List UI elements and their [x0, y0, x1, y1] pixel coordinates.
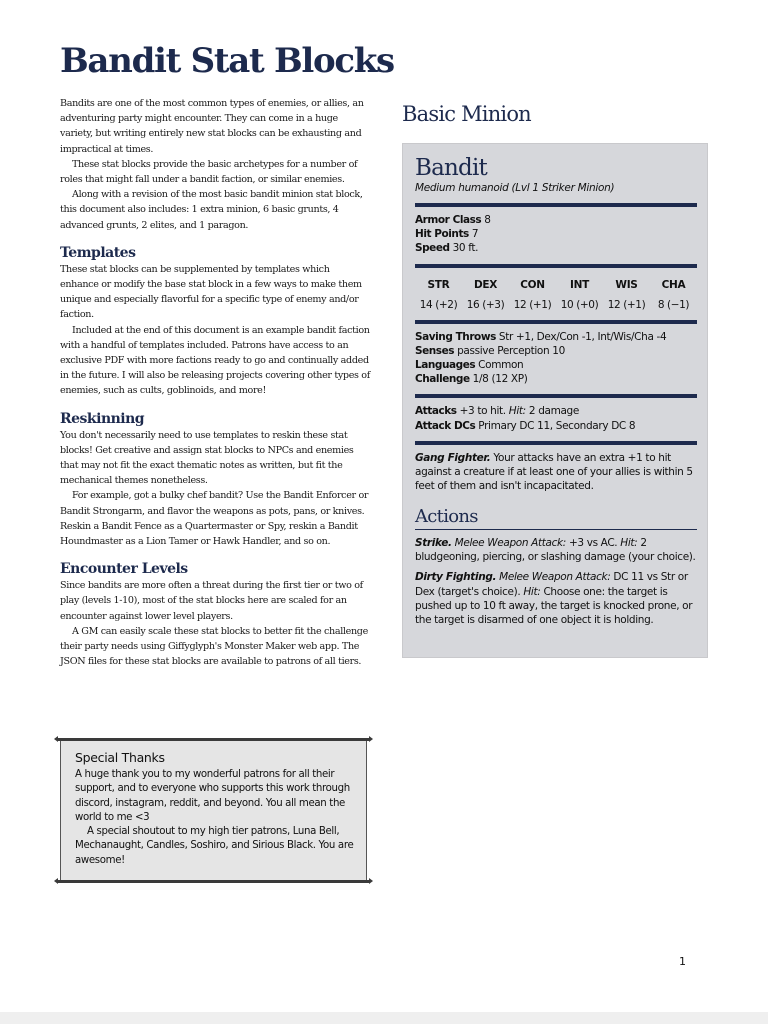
ability-value: 10 (+0) — [560, 298, 599, 311]
saving-throws-line — [415, 330, 697, 344]
ability-dex — [462, 278, 509, 312]
action-type: Melee Weapon Attack: — [499, 571, 611, 584]
ability-value: 14 (+2) — [419, 298, 458, 311]
box-bottom-border — [57, 880, 370, 883]
senses-value: passive Perception 10 — [457, 344, 565, 357]
ability-value: 16 (+3) — [466, 298, 505, 311]
ability-str — [415, 278, 462, 312]
templates-paragraph: Included at the end of this document is an example bandit faction with a handful of templates included. Patrons have access to an exclusive PDF with more factions ready to go and continually added in the future. I will also be releasing projects covering other types of enemies, such as cults, goblinoids, and more! — [60, 324, 370, 397]
armor-class-line — [415, 213, 697, 227]
ability-value: 8 (−1) — [657, 298, 690, 311]
languages-line — [415, 358, 697, 372]
actions-heading: Actions — [415, 506, 697, 530]
hit-points-value: 7 — [471, 228, 479, 241]
action-name: Dirty Fighting. — [415, 571, 497, 584]
special-thanks-body — [75, 768, 359, 868]
ability-con — [509, 278, 556, 312]
special-thanks-heading: Special Thanks — [75, 750, 165, 765]
saving-throws-label: Saving Throws — [415, 330, 496, 343]
action-hit: 2 bludgeoning, piercing, or slashing damage (your choice). — [415, 536, 696, 564]
page-bottom-edge — [0, 1012, 768, 1024]
intro-paragraph: Along with a revision of the most basic bandit minion stat block, this document also includes: 1 extra minion, 6 basic grunts, 4 advanced grunts, 2 elites, and 1 paragon. — [60, 189, 363, 231]
action-hit: Choose one: the target is pushed up to 10 ft away, the target is knocked prone, or the target is disarmed of one object it is holding. — [415, 585, 693, 627]
ability-name: CON — [520, 278, 545, 291]
intro-paragraph: These stat blocks provide the basic archetypes for a number of roles that might fall under a bandit faction, or similar enemies. — [60, 158, 358, 186]
intro-paragraph: Bandits are one of the most common types of enemies, or allies, an adventuring party might encounter. They can come in a huge variety, but writing entirely new stat blocks can be exhausting and impractical at times. — [60, 98, 364, 155]
action-roll: +3 vs AC. — [568, 536, 618, 549]
speed-value: 30 ft. — [452, 242, 479, 255]
page-title: Bandit Stat Blocks — [60, 41, 394, 81]
speed-label: Speed — [415, 242, 450, 255]
armor-class-value: 8 — [484, 214, 491, 226]
speed-line — [415, 241, 697, 255]
encounter-paragraph: A GM can easily scale these stat blocks to better fit the challenge their party needs using Giffyglyph's Monster Maker web app. The JSON files for these stat blocks are available to patrons of all tiers. — [60, 625, 368, 668]
templates-paragraph: These stat blocks can be supplemented by templates which enhance or modify the base stat block in a few ways to make them unique and especially flavorful for a specific type of enemy and/or faction. — [60, 263, 362, 321]
ability-value: 12 (+1) — [513, 298, 552, 311]
action-dirty-fighting — [415, 570, 697, 627]
challenge-value: 1/8 (12 XP) — [472, 373, 528, 386]
trait-name: Gang Fighter. — [415, 451, 491, 464]
attack-dcs-value: Primary DC 11, Secondary DC 8 — [478, 419, 636, 432]
section-divider — [415, 320, 697, 324]
ability-scores — [415, 278, 697, 312]
armor-class-label: Armor Class — [415, 214, 482, 226]
ability-int — [556, 278, 603, 312]
ability-name: CHA — [661, 278, 686, 291]
senses-label: Senses — [415, 344, 455, 357]
page-number: 1 — [679, 955, 686, 968]
hit-points-label: Hit Points — [415, 228, 469, 241]
left-column — [60, 96, 370, 670]
creature-name: Bandit — [415, 155, 487, 181]
reskinning-paragraph: For example, got a bulky chef bandit? Use the Bandit Enforcer or Bandit Strongarm, and flavor the weapons as pots, pans, or knives. Reskin a Bandit Fence as a Quartermaster or Spy, reskin a Bandit Houndmaster as a Lion Tamer or Hawk Handler, and so on. — [60, 490, 369, 548]
challenge-line — [415, 372, 697, 386]
attacks-hit-value: 2 damage — [528, 405, 579, 418]
ability-name: DEX — [473, 278, 498, 291]
senses-line — [415, 344, 697, 358]
thanks-paragraph: A special shoutout to my high tier patrons, Luna Bell, Mechanaught, Candles, Soshiro, and Sirious Black. You are awesome! — [75, 826, 354, 866]
special-thanks-box — [60, 740, 367, 881]
action-hit-label: Hit: — [620, 536, 638, 549]
section-divider — [415, 441, 697, 445]
templates-heading: Templates — [60, 244, 136, 261]
ability-value: 12 (+1) — [607, 298, 646, 311]
section-divider — [415, 203, 697, 207]
trait-gang-fighter — [415, 451, 697, 494]
action-type: Melee Weapon Attack: — [454, 536, 566, 549]
attack-dcs-label: Attack DCs — [415, 419, 476, 432]
encounter-levels-heading: Encounter Levels — [60, 561, 188, 578]
section-divider — [415, 394, 697, 398]
languages-value: Common — [478, 359, 524, 372]
box-top-border — [57, 738, 370, 741]
action-name: Strike. — [415, 536, 452, 549]
challenge-label: Challenge — [415, 373, 470, 386]
bandit-stat-block — [402, 143, 708, 658]
section-divider — [415, 264, 697, 268]
attack-dcs-line — [415, 419, 697, 433]
ability-cha — [650, 278, 697, 312]
action-strike — [415, 536, 697, 565]
languages-label: Languages — [415, 359, 476, 372]
trait-text: Your attacks have an extra +1 to hit against a creature if at least one of your allies is within 5 feet of them and isn't incapacitated. — [415, 451, 693, 493]
saving-throws-value: Str +1, Dex/Con -1, Int/Wis/Cha -4 — [498, 330, 667, 343]
ability-name: INT — [570, 278, 589, 291]
attacks-line — [415, 404, 697, 418]
ability-wis — [603, 278, 650, 312]
ability-name: WIS — [615, 278, 638, 291]
creature-type: Medium humanoid (Lvl 1 Striker Minion) — [415, 182, 615, 194]
basic-minion-heading: Basic Minion — [402, 102, 531, 126]
attacks-bonus: +3 to hit. — [459, 405, 506, 418]
hit-points-line — [415, 227, 697, 241]
ability-name: STR — [427, 278, 450, 291]
action-hit-label: Hit: — [523, 585, 541, 598]
reskinning-heading: Reskinning — [60, 410, 145, 427]
reskinning-paragraph: You don't necessarily need to use templates to reskin these stat blocks! Get creative and assign stat blocks to NPCs and enemies that may not fit the exact thematic notes as written, but fit the mechanical themes nonetheless. — [60, 429, 354, 487]
thanks-paragraph: A huge thank you to my wonderful patrons for all their support, and to everyone who supports this work through discord, instagram, reddit, and beyond. You all mean the world to me <3 — [75, 769, 350, 823]
encounter-paragraph: Since bandits are more often a threat during the first tier or two of play (levels 1-10), most of the stat blocks here are scaled for an encounter against lower level players. — [60, 580, 363, 622]
attacks-label: Attacks — [415, 405, 457, 418]
attacks-hit-label: Hit: — [508, 405, 526, 418]
action-roll: DC 11 vs Str or Dex (target's choice). — [415, 571, 688, 598]
